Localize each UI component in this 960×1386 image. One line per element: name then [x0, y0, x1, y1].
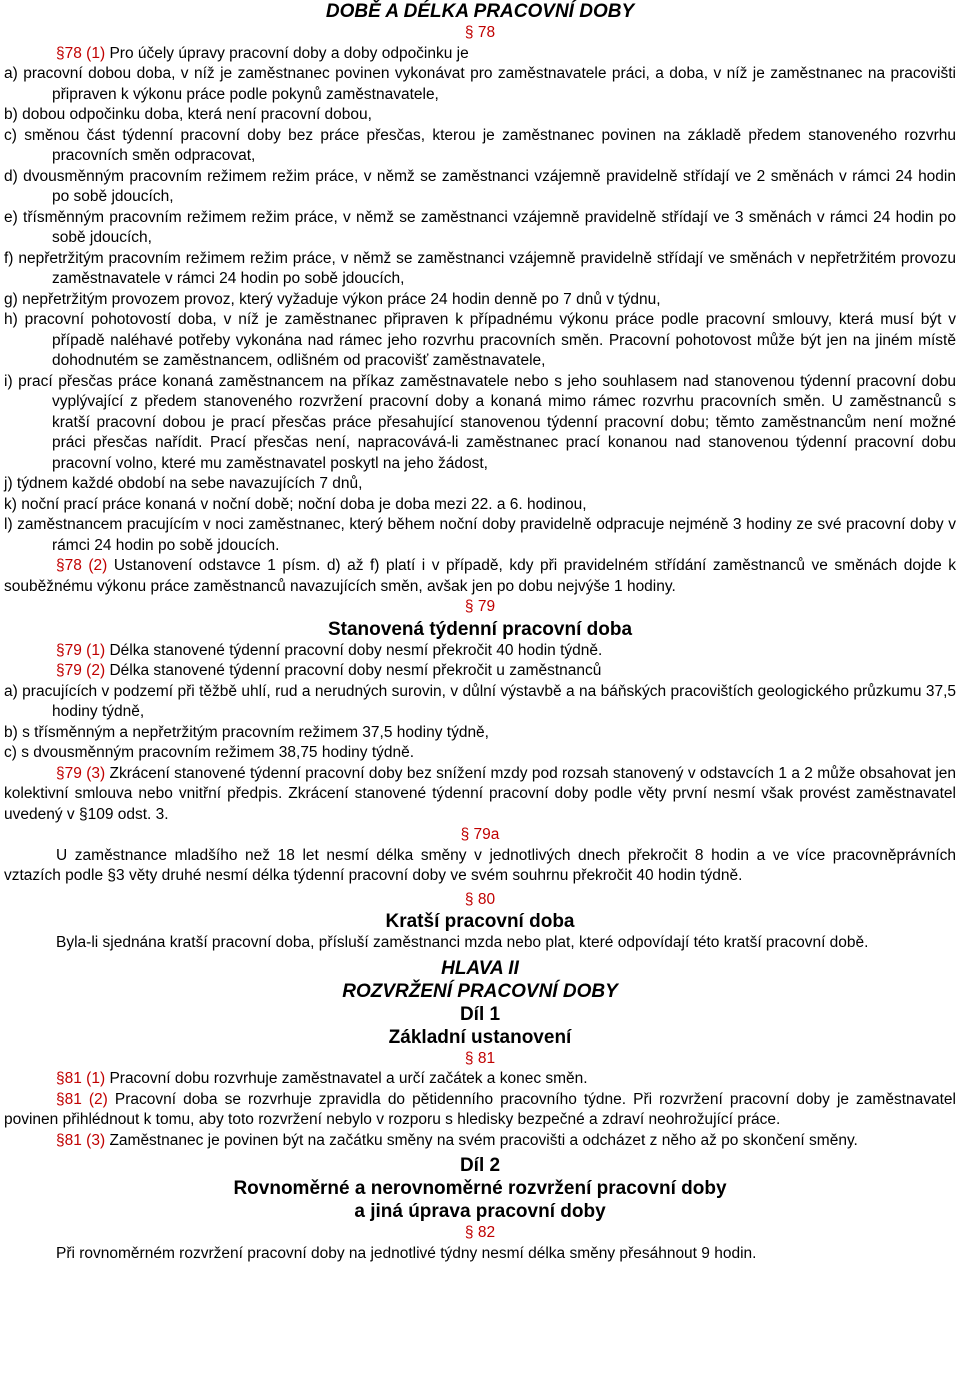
part-label-2: Díl 2 — [459, 1155, 501, 1176]
paragraph-79-1 — [4, 641, 956, 662]
page-title: DOBĚ A DÉLKA PRACOVNÍ DOBY — [325, 1, 635, 22]
paragraph-text: Pracovní doba se rozvrhuje zpravidla do pětidenního pracovního týdne. Při rozvržení pracovní doby je zaměstnavatel povinen přihlédnout k tomu, aby toto rozvržení nebylo v rozporu s hledisky bezpečné a zdraví neohrožující práce. — [4, 1090, 956, 1128]
section-heading-81: § 81 — [464, 1049, 496, 1067]
section-heading-80: § 80 — [464, 890, 496, 908]
definition-item: j) týdnem každé období na sebe navazujících 7 dnů, — [4, 475, 363, 492]
definition-item: l) zaměstnancem pracujícím v noci zaměstnanec, který během noční doby pravidelně odpracuje nejméně 3 hodiny ze své pracovní doby v rámci 24 hodin po sobě jdoucích. — [4, 516, 956, 554]
list-item: a) pracujících v podzemí při těžbě uhlí, rud a nerudných surovin, v důlní výstavbě a na báňských pracovištích geologického průzkumu 37,5 hodiny týdně, — [4, 682, 956, 720]
chapter-title: ROZVRŽENÍ PRACOVNÍ DOBY — [342, 980, 618, 1002]
section-heading-79a: § 79a — [460, 826, 500, 843]
definition-item: e) třísměnným pracovním režimem režim práce, v němž se zaměstnanci vzájemně pravidelně střídají ve 3 směnách v rámci 24 hodin po sobě jdoucích, — [4, 208, 956, 246]
paragraph-ref: §78 (2) — [56, 557, 108, 574]
definition-item: i) prací přesčas práce konaná zaměstnancem na příkaz zaměstnavatele nebo s jeho souhlasem nad stanovenou týdenní pracovní dobu vyplývající z předem stanoveného rozvržení pracovní doby a konaná mimo rámec rozvrhu pracovních směn. U zaměstnanců s kratší pracovní dobou je prací přesčas práce přesahující stanovenou týdenní pracovní dobu; těmto zaměstnancům není možné práci přesčas nařídit. Prací přesčas není, napracovává-li zaměstnanec prací konanou nad stanovenou týdenní pracovní dobu pracovní volno, které mu zaměstnavatel poskytl na jeho žádost, — [4, 372, 956, 472]
paragraph-78-2 — [4, 556, 956, 597]
definition-item: a) pracovní dobou doba, v níž je zaměstnanec povinen vykonávat pro zaměstnavatele práci, a doba, v níž je zaměstnanec na pracovišti připraven k výkonu práce podle pokynů zaměstnavatele, — [4, 65, 956, 103]
paragraph-ref: §81 (3) — [56, 1131, 106, 1149]
paragraph-82: Při rovnoměrném rozvržení pracovní doby na jednotlivé týdny nesmí délka směny přesáhnout 9 hodin. — [56, 1244, 757, 1262]
list-item: b) s třísměnným a nepřetržitým pracovním režimem 37,5 hodiny týdně, — [4, 723, 489, 741]
section-heading-78: § 78 — [464, 24, 496, 41]
paragraph-text: Délka stanovené týdenní pracovní doby nesmí překročit u zaměstnanců — [109, 662, 602, 679]
chapter-label: HLAVA II — [441, 957, 519, 979]
paragraph-ref: §79 (1) — [56, 641, 106, 659]
paragraph-text: Zkrácení stanovené týdenní pracovní doby bez snížení mzdy pod rozsah stanovený v odstavcích 1 a 2 může obsahovat jen kolektivní smlouva nebo vnitřní předpis. Zkrácení stanovené týdenní pracovní doby podle věty první nesmí však provést zaměstnavatel uvedený v §109 odst. 3. — [4, 764, 956, 823]
paragraph-text: Délka stanovené týdenní pracovní doby nesmí překročit 40 hodin týdně. — [109, 641, 603, 659]
part-title-2-line2: a jiná úprava pracovní doby — [354, 1201, 606, 1222]
section-title-79: Stanovená týdenní pracovní doba — [327, 618, 633, 640]
part-label-1: Díl 1 — [459, 1003, 501, 1025]
paragraph-81-2 — [4, 1090, 956, 1131]
paragraph-text: Zaměstnanec je povinen být na začátku směny na svém pracovišti a odcházet z něho až po skončení směny. — [109, 1131, 858, 1149]
paragraph-ref: §81 (2) — [56, 1090, 108, 1108]
definition-item: k) noční prací práce konaná v noční době; noční doba je doba mezi 22. a 6. hodinou, — [4, 495, 587, 513]
paragraph-text: Ustanovení odstavce 1 písm. d) až f) platí i v případě, kdy při pravidelném střídání zaměstnanců ve směnách dojde k souběžnému výkonu práce zaměstnanců navazujících směn, avšak jen po dobu nejvýše 1 hodiny. — [4, 557, 956, 595]
paragraph-ref: §78 (1) — [56, 44, 106, 62]
paragraph-80: Byla-li sjednána kratší pracovní doba, přísluší zaměstnanci mzda nebo plat, které odpovídají této kratší pracovní době. — [56, 934, 869, 951]
definition-item: g) nepřetržitým provozem provoz, který vyžaduje výkon práce 24 hodin denně po 7 dnů v týdnu, — [4, 290, 661, 308]
paragraph-ref: §81 (1) — [56, 1070, 106, 1087]
paragraph-79a: U zaměstnance mladšího než 18 let nesmí délka směny v jednotlivých dnech překročit 8 hodin a ve více pracovněprávních vztazích podle §3 věty druhé nesmí délka týdenní pracovní doby ve svém souhrnu překročit 40 hodin týdně. — [4, 846, 956, 884]
paragraph-81-3 — [4, 1131, 956, 1152]
paragraph-78-1 — [4, 44, 956, 65]
paragraph-79-2 — [4, 661, 956, 682]
section-heading-82: § 82 — [464, 1224, 496, 1241]
paragraph-text: Pro účely úpravy pracovní doby a doby odpočinku je — [109, 44, 469, 62]
definition-item: d) dvousměnným pracovním režimem režim práce, v němž se zaměstnanci vzájemně pravidelně střídají ve 2 směnách v rámci 24 hodin po sobě jdoucích, — [4, 167, 956, 205]
section-title-80: Kratší pracovní doba — [385, 911, 575, 932]
paragraph-79-3 — [4, 764, 956, 826]
list-item: c) s dvousměnným pracovním režimem 38,75 hodiny týdně. — [4, 744, 415, 761]
paragraph-ref: §79 (2) — [56, 662, 106, 679]
definition-item: f) nepřetržitým pracovním režimem režim práce, v němž se zaměstnanci vzájemně pravidelně střídají ve směnách v nepřetržitém provozu zaměstnavatele v rámci 24 hodin po sobě jdoucích, — [4, 249, 956, 287]
part-title-2-line1: Rovnoměrné a nerovnoměrné rozvržení pracovní doby — [233, 1178, 727, 1199]
section-heading-79: § 79 — [464, 598, 496, 615]
paragraph-ref: §79 (3) — [56, 764, 106, 782]
part-title-1: Základní ustanovení — [388, 1026, 572, 1048]
paragraph-text: Pracovní dobu rozvrhuje zaměstnavatel a určí začátek a konec směn. — [109, 1070, 588, 1087]
definition-item: h) pracovní pohotovostí doba, v níž je zaměstnanec připraven k případnému výkonu práce podle pracovní smlouvy, která musí být v případě naléhavé potřeby vykonána nad rámec jeho rozvrhu pracovních směn. Pracovní pohotovost může být jen na jiném místě dohodnutém se zaměstnancem, odlišném od pracovišť zaměstnavatele, — [4, 311, 956, 369]
definition-item: c) směnou část týdenní pracovní doby bez práce přesčas, kterou je zaměstnanec povinen na základě předem stanoveného rozvrhu pracovních směn odpracovat, — [4, 126, 956, 164]
paragraph-81-1 — [4, 1069, 956, 1090]
definition-item: b) dobou odpočinku doba, která není pracovní dobou, — [4, 106, 372, 123]
